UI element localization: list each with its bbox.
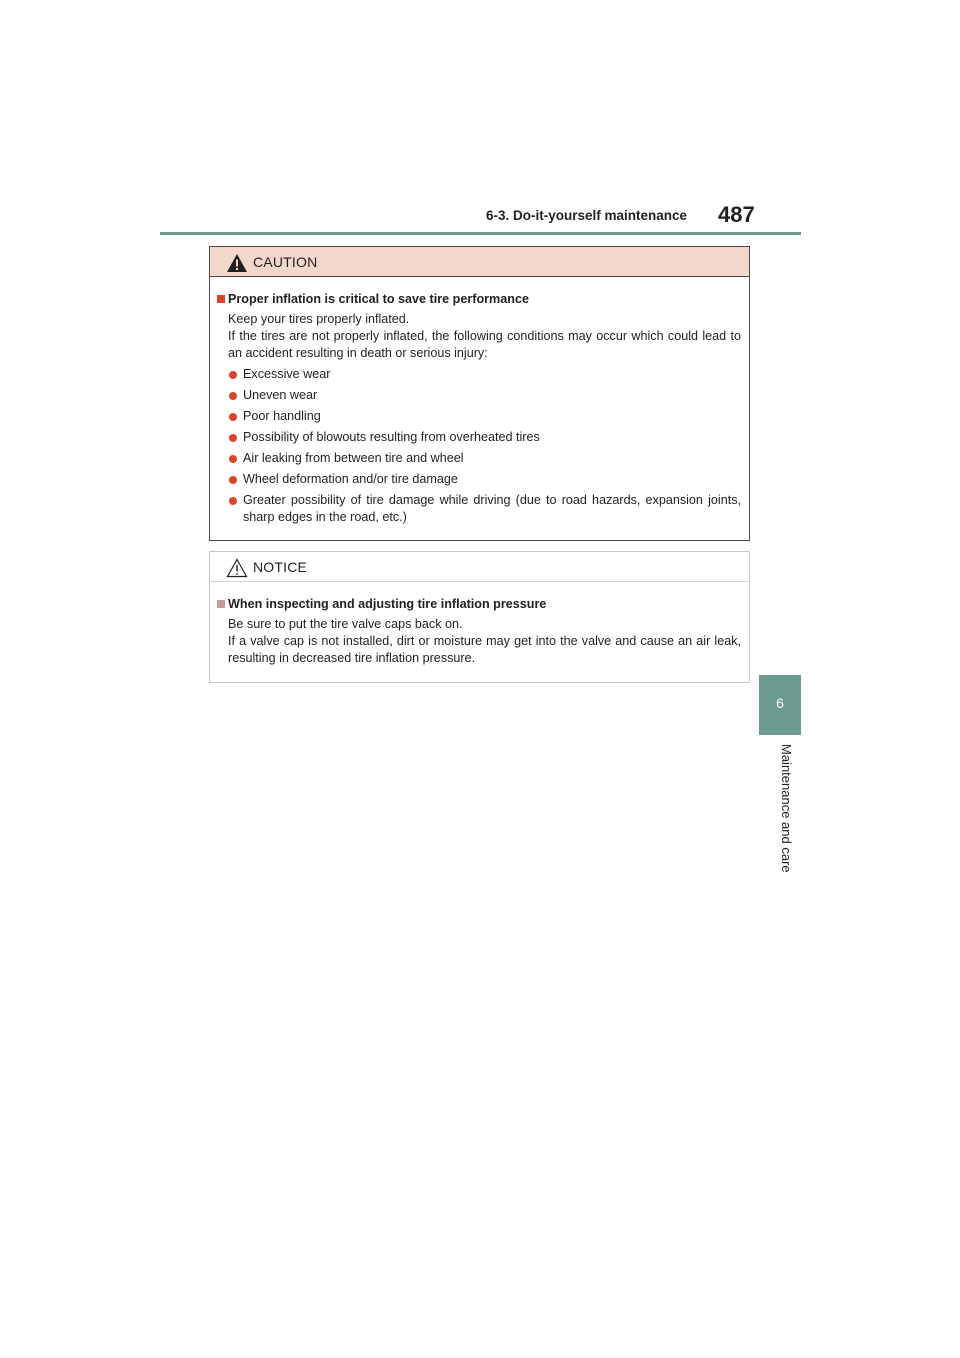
- page-number: 487: [718, 202, 755, 227]
- caution-text-2: If the tires are not properly inflated, the following conditions may occur which could lead to an accident resulting in death or serious injury:: [228, 329, 741, 360]
- list-item: Excessive wear: [218, 366, 741, 383]
- caution-header: [210, 247, 749, 277]
- notice-heading-text: When inspecting and adjusting tire inflation pressure: [228, 597, 547, 611]
- notice-header: [210, 552, 749, 582]
- list-item: Uneven wear: [218, 387, 741, 404]
- list-item: Air leaking from between tire and wheel: [218, 450, 741, 467]
- list-item: Possibility of blowouts resulting from overheated tires: [218, 429, 741, 446]
- square-bullet-icon: [217, 600, 225, 608]
- square-bullet-icon: [217, 295, 225, 303]
- bullet-dot-icon: [229, 497, 237, 505]
- list-item: Wheel deformation and/or tire damage: [218, 471, 741, 488]
- caution-title: CAUTION: [253, 254, 318, 270]
- notice-text-2: If a valve cap is not installed, dirt or moisture may get into the valve and cause an air leak, resulting in decreased tire inflation pressure.: [228, 634, 741, 665]
- caution-text-1: Keep your tires properly inflated.: [228, 312, 410, 326]
- notice-text-1: Be sure to put the tire valve caps back on.: [228, 617, 463, 631]
- warning-triangle-filled-icon: [226, 253, 248, 273]
- header-rule: [160, 232, 801, 235]
- bullet-dot-icon: [229, 455, 237, 463]
- warning-triangle-outline-icon: [226, 558, 248, 578]
- bullet-dot-icon: [229, 434, 237, 442]
- notice-body: [210, 596, 749, 667]
- notice-heading: [218, 596, 741, 613]
- notice-title: NOTICE: [253, 559, 308, 575]
- caution-heading-text: Proper inflation is critical to save tire performance: [228, 292, 529, 306]
- chapter-tab: [759, 675, 801, 735]
- list-item: Poor handling: [218, 408, 741, 425]
- chapter-number: 6: [776, 695, 784, 711]
- bullet-dot-icon: [229, 392, 237, 400]
- bullet-dot-icon: [229, 413, 237, 421]
- bullet-dot-icon: [229, 476, 237, 484]
- caution-body: [210, 291, 749, 526]
- chapter-label: Maintenance and care: [779, 744, 794, 873]
- bullet-dot-icon: [229, 371, 237, 379]
- caution-heading: [218, 291, 741, 308]
- list-item: Greater possibility of tire damage while driving (due to road hazards, expansion joints, sharp edges in the road, etc.): [218, 492, 741, 526]
- caution-box: [209, 246, 750, 541]
- caution-bullet-list: [218, 366, 741, 526]
- section-title: 6-3. Do-it-yourself maintenance: [486, 208, 688, 223]
- notice-box: [209, 551, 750, 683]
